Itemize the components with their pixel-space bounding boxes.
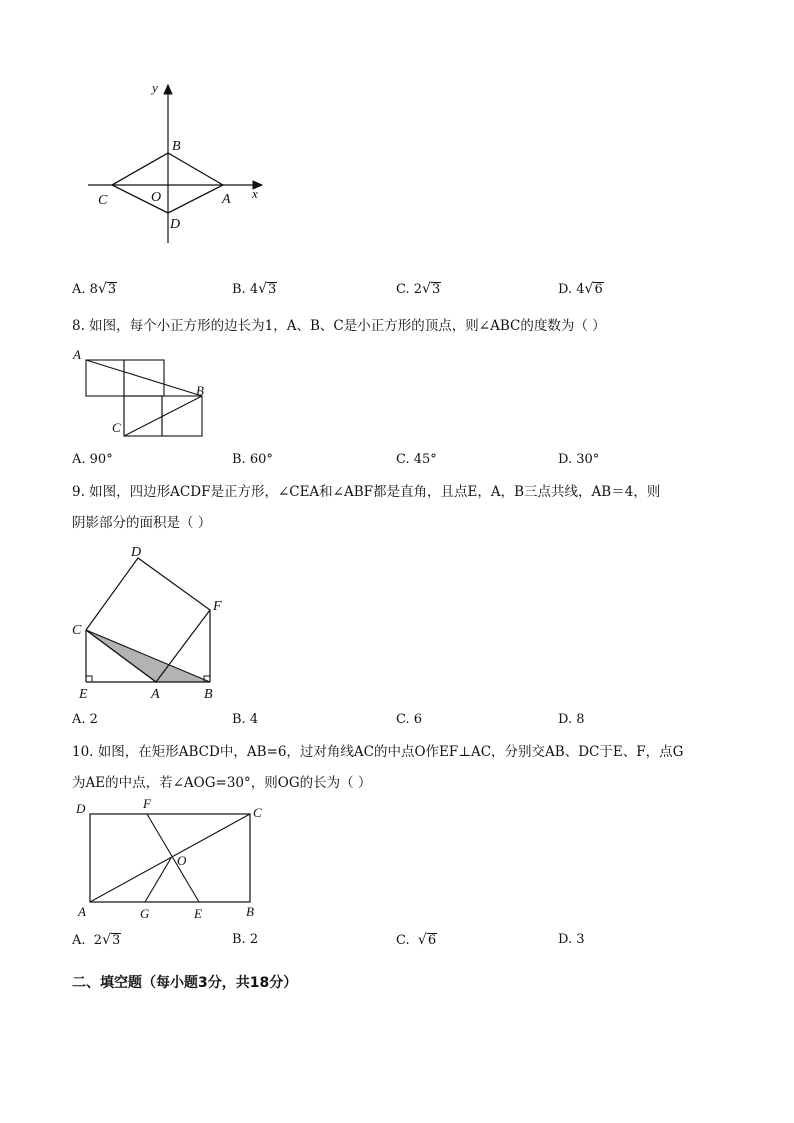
label-C: C [112, 420, 121, 435]
section-title: 二、填空题（每小题3分，共18分） [72, 975, 298, 991]
choice-letter: C. [396, 933, 418, 948]
q10-choice-b[interactable]: B. 2 [232, 932, 259, 947]
q10-choice-a[interactable] [72, 932, 121, 948]
q7-choices [72, 281, 712, 301]
choice-coefficient: 4 [249, 282, 259, 297]
label-x: x [252, 186, 258, 201]
sqrt-icon: √ [97, 281, 107, 297]
sqrt-icon: √ [258, 281, 268, 297]
label-F: F [143, 796, 151, 811]
choice-letter: B. [232, 282, 250, 297]
label-B: B [246, 904, 254, 919]
choice-letter: A. [72, 933, 94, 948]
choice-letter: A. [72, 282, 90, 297]
segment-ef [147, 814, 199, 902]
q9-choice-d[interactable]: D. 8 [558, 712, 585, 727]
label-B: B [196, 383, 204, 398]
q10-choice-c[interactable] [396, 932, 437, 948]
figure-q7-rhombus [80, 75, 280, 255]
q7-choice-b[interactable] [232, 281, 277, 297]
label-C: C [98, 193, 108, 208]
label-C: C [253, 805, 262, 820]
segment-bc [124, 396, 202, 436]
q10-stem-line2: 为AE的中点，若∠AOG=30°，则OG的长为（ ） [72, 775, 372, 791]
label-G: G [140, 906, 150, 921]
q8-choice-d[interactable]: D. 30° [558, 452, 600, 467]
sqrt-icon: √ [584, 281, 594, 297]
choice-letter: D. [558, 282, 577, 297]
choice-coefficient: 2 [93, 933, 103, 948]
q10-stem-line1: 10. 如图，在矩形ABCD中，AB=6，过对角线AC的中点O作EF⊥AC，分别交AB、DC于E、F，点G [72, 744, 684, 760]
q9-choices [72, 712, 712, 732]
right-angle-e [86, 676, 92, 682]
label-D: D [170, 217, 181, 232]
q9-choice-c[interactable]: C. 6 [396, 712, 423, 727]
radicand: 6 [427, 933, 437, 948]
q7-choice-a[interactable] [72, 281, 117, 297]
sqrt-icon: √ [422, 281, 431, 297]
label-D: D [131, 545, 142, 560]
q8-choice-a[interactable]: A. 90° [72, 452, 113, 467]
radicand: 3 [107, 282, 117, 297]
q7-choice-c[interactable] [396, 281, 441, 297]
diagonal-ac [90, 814, 250, 902]
q7-choice-d[interactable] [558, 281, 604, 297]
figure-q10-rectangle [70, 796, 270, 926]
sqrt-icon: √ [102, 932, 111, 948]
choice-coefficient: 4 [576, 282, 585, 297]
q8-choice-b[interactable]: B. 60° [232, 452, 273, 467]
label-A: A [151, 687, 160, 702]
label-y: y [152, 80, 158, 95]
label-A: A [78, 904, 86, 919]
q9-choice-b[interactable]: B. 4 [232, 712, 259, 727]
radicand: 3 [431, 282, 441, 297]
radicand: 6 [594, 282, 603, 297]
label-B: B [204, 687, 213, 702]
label-D: D [76, 801, 86, 816]
q8-stem: 8. 如图，每个小正方形的边长为1，A、B、C是小正方形的顶点，则∠ABC的度数为（ ） [72, 318, 606, 334]
choice-letter: C. [396, 282, 414, 297]
segment-ab [86, 360, 202, 396]
label-C: C [72, 623, 82, 638]
q9-stem-line1: 9. 如图，四边形ACDF是正方形，∠CEA和∠ABF都是直角，且点E，A，B三点共线，AB＝4，则 [72, 484, 661, 500]
shaded-region [86, 630, 210, 682]
radicand: 3 [268, 282, 277, 297]
q9-stem-line2: 阴影部分的面积是（ ） [72, 515, 212, 531]
label-A: A [73, 347, 81, 362]
figure-q9-square [68, 540, 238, 705]
label-E: E [79, 687, 88, 702]
q10-choices [72, 932, 712, 952]
label-O: O [151, 190, 162, 205]
label-A: A [222, 192, 231, 207]
q8-choice-c[interactable]: C. 45° [396, 452, 437, 467]
label-O: O [177, 853, 187, 868]
q8-choices [72, 452, 712, 472]
choice-coefficient: 8 [89, 282, 98, 297]
label-F: F [213, 599, 222, 614]
choice-coefficient: 2 [413, 282, 423, 297]
q9-choice-a[interactable]: A. 2 [72, 712, 98, 727]
label-E: E [194, 906, 202, 921]
sqrt-icon: √ [417, 932, 427, 948]
q10-choice-d[interactable]: D. 3 [558, 932, 585, 947]
figure-q8-grid [68, 344, 228, 444]
label-B: B [172, 139, 181, 154]
radicand: 3 [112, 933, 121, 948]
